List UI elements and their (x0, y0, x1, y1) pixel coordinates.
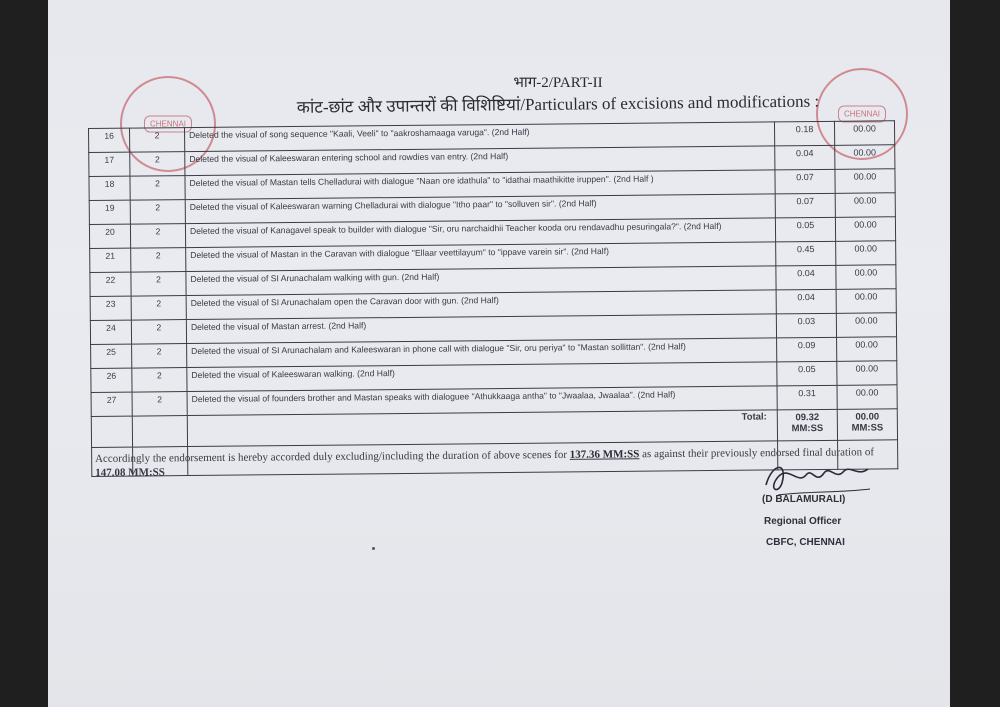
row-number: 23 (90, 296, 131, 320)
row-duration-ss: 00.00 (836, 289, 896, 314)
row-description: Deleted the visual of Mastan in the Caravan with dialogue "Ellaar veettilayum" to "ippave varein sir". (2nd Half) (186, 242, 776, 272)
row-number: 20 (89, 224, 130, 248)
row-duration-ss: 00.00 (834, 121, 894, 146)
row-duration-ss: 00.00 (837, 337, 897, 362)
page-heading (208, 72, 908, 119)
row-duration-ss: 00.00 (837, 385, 897, 410)
signatory-office: CBFC, CHENNAI (766, 537, 845, 548)
row-duration-ss: 00.00 (836, 241, 896, 266)
row-description: Deleted the visual of Mastan tells Chelladurai with dialogue "Naan ore idathula" to "idathai maathikitte iruppen". (2nd Half ) (185, 170, 775, 200)
row-number: 18 (89, 176, 130, 200)
row-number: 16 (89, 128, 130, 152)
row-description: Deleted the visual of founders brother and Mastan speaks with dialoguee "Athukkaaga antha" to "Jwaalaa, Jwaalaa". (2nd Half) (187, 386, 777, 416)
row-number: 19 (89, 200, 130, 224)
row-duration-mm: 0.04 (775, 145, 835, 170)
row-part: 2 (131, 272, 186, 297)
seal-left-text: CHENNAI (144, 116, 192, 133)
part-label: भाग-2/PART-II (513, 75, 603, 91)
excisions-table (88, 120, 898, 477)
row-description: Deleted the visual of song sequence "Kaali, Veeli" to "aakroshamaaga varuga". (2nd Half) (185, 122, 775, 152)
row-duration-mm: 0.45 (776, 241, 836, 266)
total-label: Total: (741, 411, 767, 423)
row-number: 25 (91, 344, 132, 368)
row-part: 2 (132, 344, 187, 369)
row-duration-ss: 00.00 (835, 217, 895, 242)
page-title: कांट-छांट और उपान्तरों की विशिष्टियां/Particulars of excisions and modifications : (296, 91, 820, 117)
row-description: Deleted the visual of Kaleeswaran warning Chelladurai with dialogue "Itho paar" to "solluven sir". (2nd Half) (185, 194, 775, 224)
row-duration-ss: 00.00 (835, 193, 895, 218)
row-duration-ss: 00.00 (836, 313, 896, 338)
excisions-table-body (89, 121, 898, 477)
endorsement-text-before: Accordingly the endorsement is hereby accorded duly excluding/including the duration of above scenes for (95, 448, 570, 465)
row-description: Deleted the visual of Kaleeswaran entering school and rowdies van entry. (2nd Half) (185, 146, 775, 176)
total-mm: 09.32 (795, 411, 820, 424)
row-part: 2 (131, 296, 186, 321)
total-empty-part (132, 416, 187, 448)
row-part: 2 (130, 176, 185, 201)
total-ss-cell (837, 409, 897, 441)
row-part: 2 (131, 320, 186, 345)
final-duration: 147.08 MM:SS (95, 466, 165, 479)
row-part: 2 (131, 248, 186, 273)
row-duration-mm: 0.05 (775, 217, 835, 242)
row-description: Deleted the visual of SI Arunachalam walking with gun. (2nd Half) (186, 266, 776, 296)
row-duration-mm: 0.18 (774, 121, 834, 146)
row-number: 24 (90, 320, 131, 344)
row-duration-mm: 0.05 (777, 361, 837, 386)
endorsed-duration: 137.36 MM:SS (569, 448, 640, 461)
speck (372, 547, 375, 550)
row-part: 2 (130, 200, 185, 225)
endorsement-text-middle: as against their previously endorsed final duration of (639, 446, 875, 461)
row-duration-mm: 0.09 (777, 337, 837, 362)
total-ss-unit: MM:SS (851, 422, 884, 434)
row-number: 21 (90, 248, 131, 272)
row-duration-mm: 0.04 (776, 289, 836, 314)
total-mm-unit: MM:SS (791, 422, 824, 435)
row-duration-ss: 00.00 (835, 169, 895, 194)
row-number: 26 (91, 368, 132, 392)
row-description: Deleted the visual of Kanagavel speak to builder with dialogue "Sir, oru narchaidhii Teacher kooda oru rendavadhu pesuringala?". (2nd Half) (185, 218, 775, 248)
signatory-name: (D BALAMURALI) (762, 494, 846, 505)
row-duration-mm: 0.07 (775, 169, 835, 194)
row-number: 22 (90, 272, 131, 296)
row-description: Deleted the visual of SI Arunachalam and Kaleeswaran in phone call with dialogue "Sir, oru periya" to "Mastan sollittan". (2nd Half) (187, 338, 777, 368)
row-part: 2 (132, 368, 187, 393)
row-part: 2 (130, 224, 185, 249)
total-mm-cell (777, 409, 837, 441)
row-part: 2 (132, 392, 187, 417)
row-description: Deleted the visual of Mastan arrest. (2nd Half) (186, 314, 776, 344)
row-number: 17 (89, 152, 130, 176)
total-ss: 00.00 (855, 411, 880, 423)
row-part: 2 (130, 152, 185, 177)
row-duration-mm: 0.03 (776, 313, 836, 338)
row-description: Deleted the visual of Kaleeswaran walking. (2nd Half) (187, 362, 777, 392)
row-duration-ss: 00.00 (837, 361, 897, 386)
row-duration-ss: 00.00 (836, 265, 896, 290)
excisions-table-wrapper (88, 120, 897, 477)
row-number: 27 (91, 392, 132, 416)
signatory-designation: Regional Officer (764, 516, 842, 527)
row-duration-ss: 00.00 (835, 145, 895, 170)
row-duration-mm: 0.07 (775, 193, 835, 218)
document-page (48, 0, 950, 707)
row-duration-mm: 0.04 (776, 265, 836, 290)
total-empty-no (91, 416, 132, 447)
row-description: Deleted the visual of SI Arunachalam open the Caravan door with gun. (2nd Half) (186, 290, 776, 320)
row-part: 2 (130, 128, 185, 153)
seal-right-text: CHENNAI (838, 106, 886, 123)
row-duration-mm: 0.31 (777, 385, 837, 410)
